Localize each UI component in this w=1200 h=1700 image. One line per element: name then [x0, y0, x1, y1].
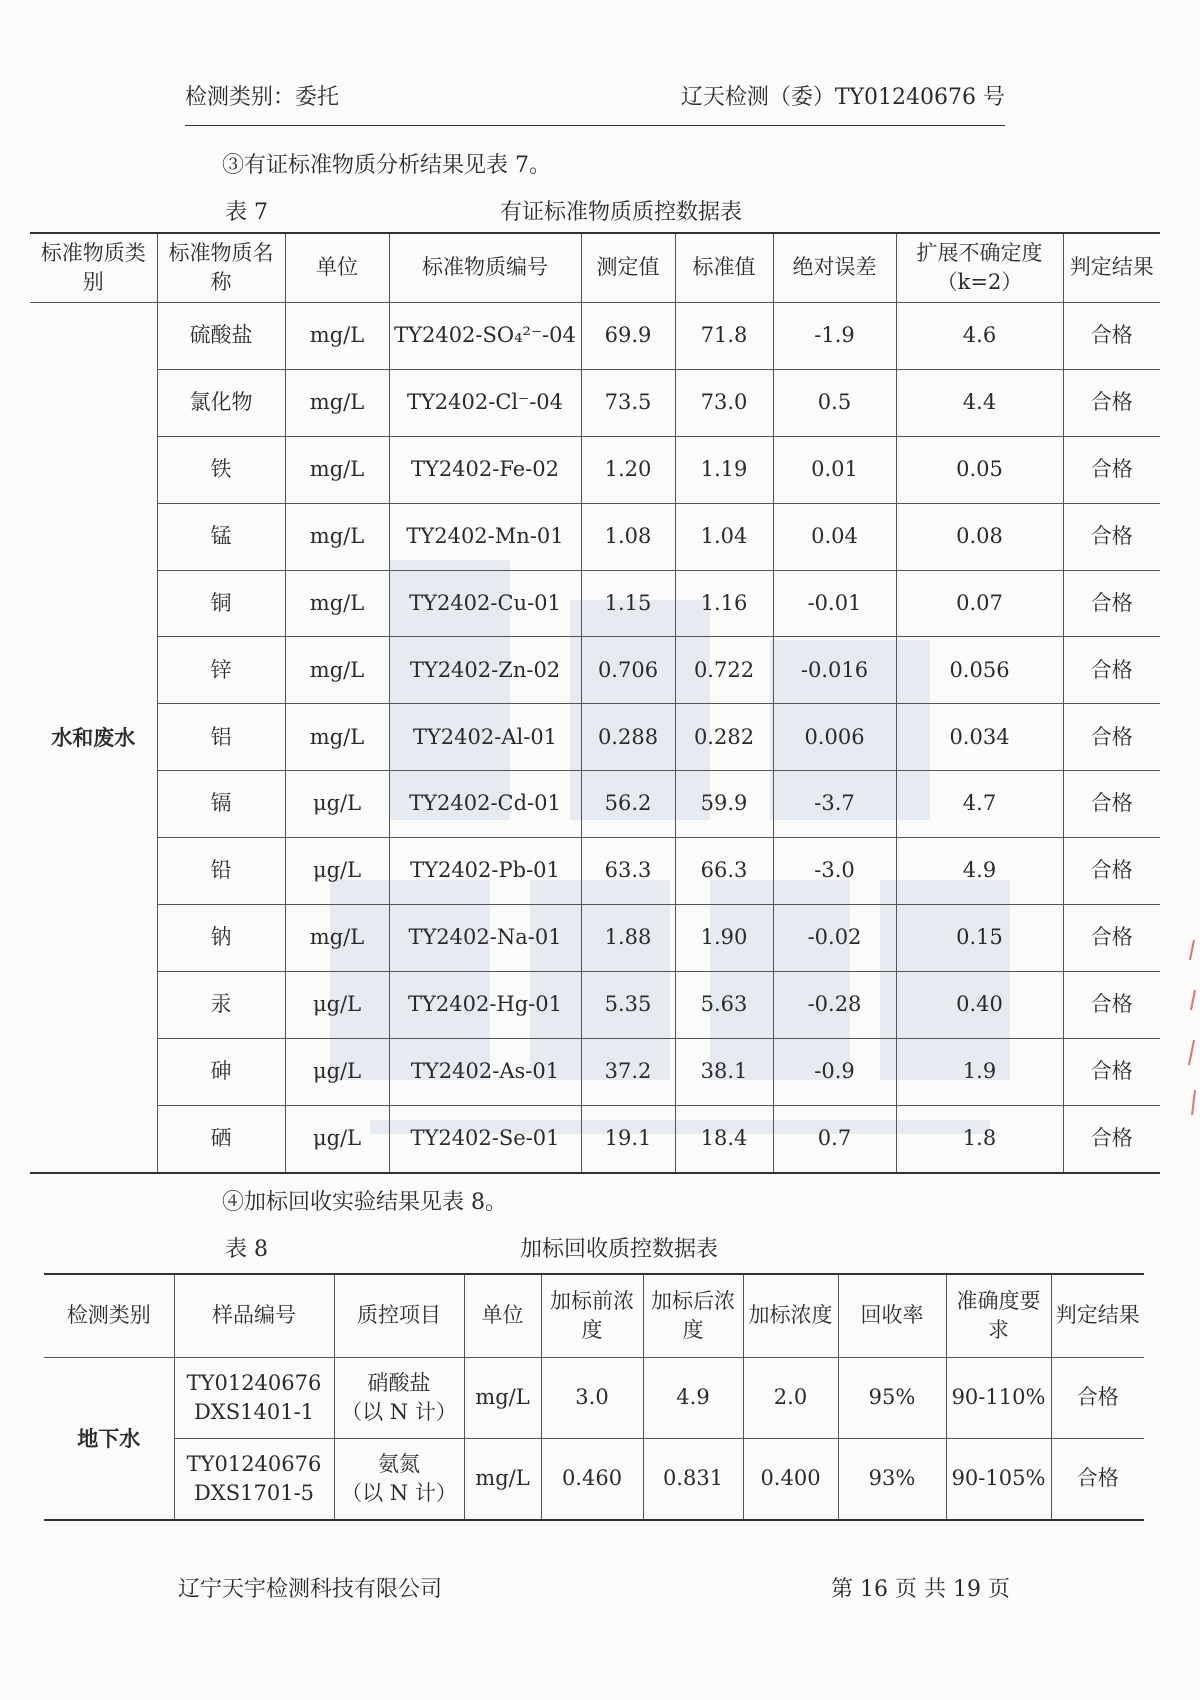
table8-cell-spike: 0.400: [743, 1439, 838, 1521]
th8-recovery: 回收率: [838, 1274, 946, 1358]
table7-cell-abs-error: 0.01: [773, 436, 896, 503]
th8-spike: 加标浓度: [743, 1274, 838, 1358]
table7-cell-measured: 5.35: [581, 971, 675, 1038]
table7-cell-abs-error: -3.7: [773, 771, 896, 838]
footer-page-number: 第 16 页 共 19 页: [831, 1577, 1010, 1602]
th-result: 判定结果: [1063, 233, 1160, 303]
table7-cell-standard: 38.1: [675, 1038, 773, 1105]
table7-cell-result: 合格: [1063, 971, 1160, 1038]
th8-sample: 样品编号: [174, 1274, 334, 1358]
table7-cell-abs-error: -3.0: [773, 838, 896, 905]
table7-cell-result: 合格: [1063, 1038, 1160, 1105]
th8-accuracy: 准确度要求: [946, 1274, 1051, 1358]
table7-cell-standard: 73.0: [675, 369, 773, 436]
table7-cell-uncertainty: 0.15: [896, 905, 1063, 972]
table7-cell-measured: 0.288: [581, 704, 675, 771]
table7-cell-standard: 59.9: [675, 771, 773, 838]
table7-cell-uncertainty: 4.9: [896, 838, 1063, 905]
table7-cell-standard: 1.19: [675, 436, 773, 503]
table8-cell-recovery: 93%: [838, 1439, 946, 1521]
table7-cell-measured: 1.08: [581, 503, 675, 570]
header-report-number: 辽天检测（委）TY01240676 号: [680, 85, 1005, 110]
table7-cell-abs-error: 0.7: [773, 1105, 896, 1172]
table7-cell-result: 合格: [1063, 905, 1160, 972]
table7-cell-code: TY2402-Cl⁻-04: [389, 369, 581, 436]
table8-cell-recovery: 95%: [838, 1358, 946, 1439]
table7-cell-result: 合格: [1063, 369, 1160, 436]
table7-cell-measured: 63.3: [581, 838, 675, 905]
table7-cell-abs-error: -0.9: [773, 1038, 896, 1105]
table7-cell-standard: 1.16: [675, 570, 773, 637]
table7-cell-code: TY2402-Zn-02: [389, 637, 581, 704]
table8-sample-line: DXS1401-1: [193, 1400, 315, 1424]
table7-cell-unit: mg/L: [285, 637, 389, 704]
table7-cell-result: 合格: [1063, 838, 1160, 905]
table7-category-cell: 水和废水: [30, 303, 157, 1173]
table7-cell-standard: 66.3: [675, 838, 773, 905]
table8-cell-sample: [174, 1358, 334, 1439]
table7-row: [30, 369, 1160, 436]
table7-cell-unit: μg/L: [285, 771, 389, 838]
table7-cell-code: TY2402-Na-01: [389, 905, 581, 972]
table7-cell-measured: 1.88: [581, 905, 675, 972]
table8-cell-after: 0.831: [643, 1439, 743, 1521]
table8-sample-line: TY01240676: [186, 1451, 322, 1476]
table8-category-cell: 地下水: [44, 1358, 174, 1521]
table7-cell-standard: 5.63: [675, 971, 773, 1038]
table8-cell-result: 合格: [1051, 1358, 1144, 1439]
th-uncertainty: 扩展不确定度（k=2）: [896, 233, 1063, 303]
table7-cell-name: 汞: [157, 971, 285, 1038]
table7-cell-result: 合格: [1063, 570, 1160, 637]
th8-item: 质控项目: [334, 1274, 464, 1358]
table7-cell-unit: mg/L: [285, 436, 389, 503]
table7-cell-uncertainty: 0.40: [896, 971, 1063, 1038]
table7-cell-measured: 56.2: [581, 771, 675, 838]
table7-cell-code: TY2402-Pb-01: [389, 838, 581, 905]
table7-cell-code: TY2402-Fe-02: [389, 436, 581, 503]
table7-cell-abs-error: 0.5: [773, 369, 896, 436]
table7-cell-name: 锌: [157, 637, 285, 704]
table7-cell-name: 铅: [157, 838, 285, 905]
table8-cell-before: 3.0: [541, 1358, 643, 1439]
table7-cell-name: 硫酸盐: [157, 303, 285, 370]
table7-cell-abs-error: -0.016: [773, 637, 896, 704]
table7-cell-unit: μg/L: [285, 971, 389, 1038]
table7-reference-materials: [30, 232, 1160, 1174]
table8-cell-item: [334, 1439, 464, 1521]
seal-edge: [1186, 930, 1200, 1130]
table7-cell-name: 铝: [157, 704, 285, 771]
table8-row: [44, 1439, 1144, 1521]
table7-cell-uncertainty: 0.034: [896, 704, 1063, 771]
table7-row: [30, 1038, 1160, 1105]
table7-cell-unit: mg/L: [285, 570, 389, 637]
table7-cell-measured: 0.706: [581, 637, 675, 704]
table7-cell-name: 钠: [157, 905, 285, 972]
table7-cell-name: 铁: [157, 436, 285, 503]
footer-company: 辽宁天宇检测科技有限公司: [178, 1577, 443, 1602]
table7-row: [30, 1105, 1160, 1172]
table7-cell-abs-error: -1.9: [773, 303, 896, 370]
page-header: [185, 80, 1005, 126]
table7-row: [30, 637, 1160, 704]
table7-row: [30, 436, 1160, 503]
table7-cell-unit: μg/L: [285, 1038, 389, 1105]
table7-cell-standard: 0.722: [675, 637, 773, 704]
th-code: 标准物质编号: [389, 233, 581, 303]
table8-header-row: [44, 1274, 1144, 1358]
table7-cell-code: TY2402-Hg-01: [389, 971, 581, 1038]
th-unit: 单位: [285, 233, 389, 303]
table7-cell-measured: 73.5: [581, 369, 675, 436]
table7-row: [30, 503, 1160, 570]
table8-title: 加标回收质控数据表: [520, 1237, 719, 1262]
table7-cell-uncertainty: 0.07: [896, 570, 1063, 637]
table7-cell-code: TY2402-As-01: [389, 1038, 581, 1105]
table7-cell-abs-error: -0.01: [773, 570, 896, 637]
table7-cell-uncertainty: 4.6: [896, 303, 1063, 370]
table7-cell-unit: mg/L: [285, 369, 389, 436]
table7-cell-uncertainty: 4.7: [896, 771, 1063, 838]
table7-cell-unit: mg/L: [285, 503, 389, 570]
table7-cell-abs-error: -0.28: [773, 971, 896, 1038]
table7-cell-name: 镉: [157, 771, 285, 838]
th8-result: 判定结果: [1051, 1274, 1144, 1358]
table7-row: [30, 704, 1160, 771]
page-footer: [178, 1572, 1010, 1603]
table7-cell-name: 铜: [157, 570, 285, 637]
section4-text: ④加标回收实验结果见表 8。: [222, 1190, 507, 1215]
table8-cell-accuracy: 90-105%: [946, 1439, 1051, 1521]
th-name: 标准物质名称: [157, 233, 285, 303]
table7-cell-unit: mg/L: [285, 905, 389, 972]
table7-cell-code: TY2402-Cd-01: [389, 771, 581, 838]
table8-cell-result: 合格: [1051, 1439, 1144, 1521]
table8-cell-accuracy: 90-110%: [946, 1358, 1051, 1439]
table8-item-line: 硝酸盐: [367, 1370, 431, 1395]
table7-cell-code: TY2402-Cu-01: [389, 570, 581, 637]
table7-cell-code: TY2402-Al-01: [389, 704, 581, 771]
table8-sample-line: TY01240676: [186, 1370, 322, 1395]
table7-cell-name: 锰: [157, 503, 285, 570]
table7-cell-result: 合格: [1063, 637, 1160, 704]
table7-cell-standard: 71.8: [675, 303, 773, 370]
table7-row: [30, 303, 1160, 370]
table7-cell-standard: 18.4: [675, 1105, 773, 1172]
th8-after: 加标后浓度: [643, 1274, 743, 1358]
table7-cell-code: TY2402-Se-01: [389, 1105, 581, 1172]
table7-row: [30, 838, 1160, 905]
header-test-category: 检测类别：委托: [185, 85, 340, 110]
table7-cell-uncertainty: 1.9: [896, 1038, 1063, 1105]
table7-cell-result: 合格: [1063, 1105, 1160, 1172]
table7-cell-unit: μg/L: [285, 838, 389, 905]
th8-before: 加标前浓度: [541, 1274, 643, 1358]
table7-cell-result: 合格: [1063, 303, 1160, 370]
table8-cell-unit: mg/L: [464, 1439, 541, 1521]
table7-number: 表 7: [225, 200, 268, 225]
table7-cell-code: TY2402-SO₄²⁻-04: [389, 303, 581, 370]
table8-cell-before: 0.460: [541, 1439, 643, 1521]
table7-cell-result: 合格: [1063, 436, 1160, 503]
table8-cell-sample: [174, 1439, 334, 1521]
table8-number: 表 8: [225, 1237, 268, 1262]
table8-spike-recovery: [44, 1273, 1144, 1521]
table7-cell-result: 合格: [1063, 503, 1160, 570]
table7-row: [30, 905, 1160, 972]
table7-cell-uncertainty: 4.4: [896, 369, 1063, 436]
table7-cell-abs-error: 0.006: [773, 704, 896, 771]
table7-cell-measured: 37.2: [581, 1038, 675, 1105]
table7-cell-result: 合格: [1063, 704, 1160, 771]
table8-sample-line: DXS1701-5: [193, 1481, 315, 1505]
table7-cell-unit: mg/L: [285, 303, 389, 370]
table7-cell-name: 氯化物: [157, 369, 285, 436]
table7-cell-measured: 19.1: [581, 1105, 675, 1172]
th8-category: 检测类别: [44, 1274, 174, 1358]
section3-text: ③有证标准物质分析结果见表 7。: [222, 153, 551, 178]
th-category: 标准物质类别: [30, 233, 157, 303]
table8-cell-spike: 2.0: [743, 1358, 838, 1439]
table7-cell-measured: 69.9: [581, 303, 675, 370]
table7-cell-standard: 1.90: [675, 905, 773, 972]
table7-row: [30, 771, 1160, 838]
table7-cell-name: 硒: [157, 1105, 285, 1172]
table7-cell-uncertainty: 0.056: [896, 637, 1063, 704]
table8-item-line: （以 N 计）: [341, 1400, 457, 1424]
th8-unit: 单位: [464, 1274, 541, 1358]
table7-cell-abs-error: -0.02: [773, 905, 896, 972]
table7-cell-uncertainty: 1.8: [896, 1105, 1063, 1172]
table7-cell-name: 砷: [157, 1038, 285, 1105]
th-abs-error: 绝对误差: [773, 233, 896, 303]
table7-cell-unit: mg/L: [285, 704, 389, 771]
table7-cell-standard: 0.282: [675, 704, 773, 771]
table7-cell-code: TY2402-Mn-01: [389, 503, 581, 570]
table7-cell-result: 合格: [1063, 771, 1160, 838]
table8-cell-item: [334, 1358, 464, 1439]
table7-cell-measured: 1.15: [581, 570, 675, 637]
table7-cell-measured: 1.20: [581, 436, 675, 503]
table7-cell-standard: 1.04: [675, 503, 773, 570]
table7-header-row: [30, 233, 1160, 303]
table8-item-line: 氨氮: [378, 1451, 420, 1476]
table7-row: [30, 971, 1160, 1038]
table7-title: 有证标准物质质控数据表: [500, 200, 743, 225]
table7-cell-abs-error: 0.04: [773, 503, 896, 570]
table8-row: [44, 1358, 1144, 1439]
table7-cell-uncertainty: 0.05: [896, 436, 1063, 503]
table7-row: [30, 570, 1160, 637]
table7-cell-unit: μg/L: [285, 1105, 389, 1172]
table8-cell-after: 4.9: [643, 1358, 743, 1439]
th-measured: 测定值: [581, 233, 675, 303]
table8-cell-unit: mg/L: [464, 1358, 541, 1439]
table8-item-line: （以 N 计）: [341, 1481, 457, 1505]
table7-cell-uncertainty: 0.08: [896, 503, 1063, 570]
th-standard: 标准值: [675, 233, 773, 303]
